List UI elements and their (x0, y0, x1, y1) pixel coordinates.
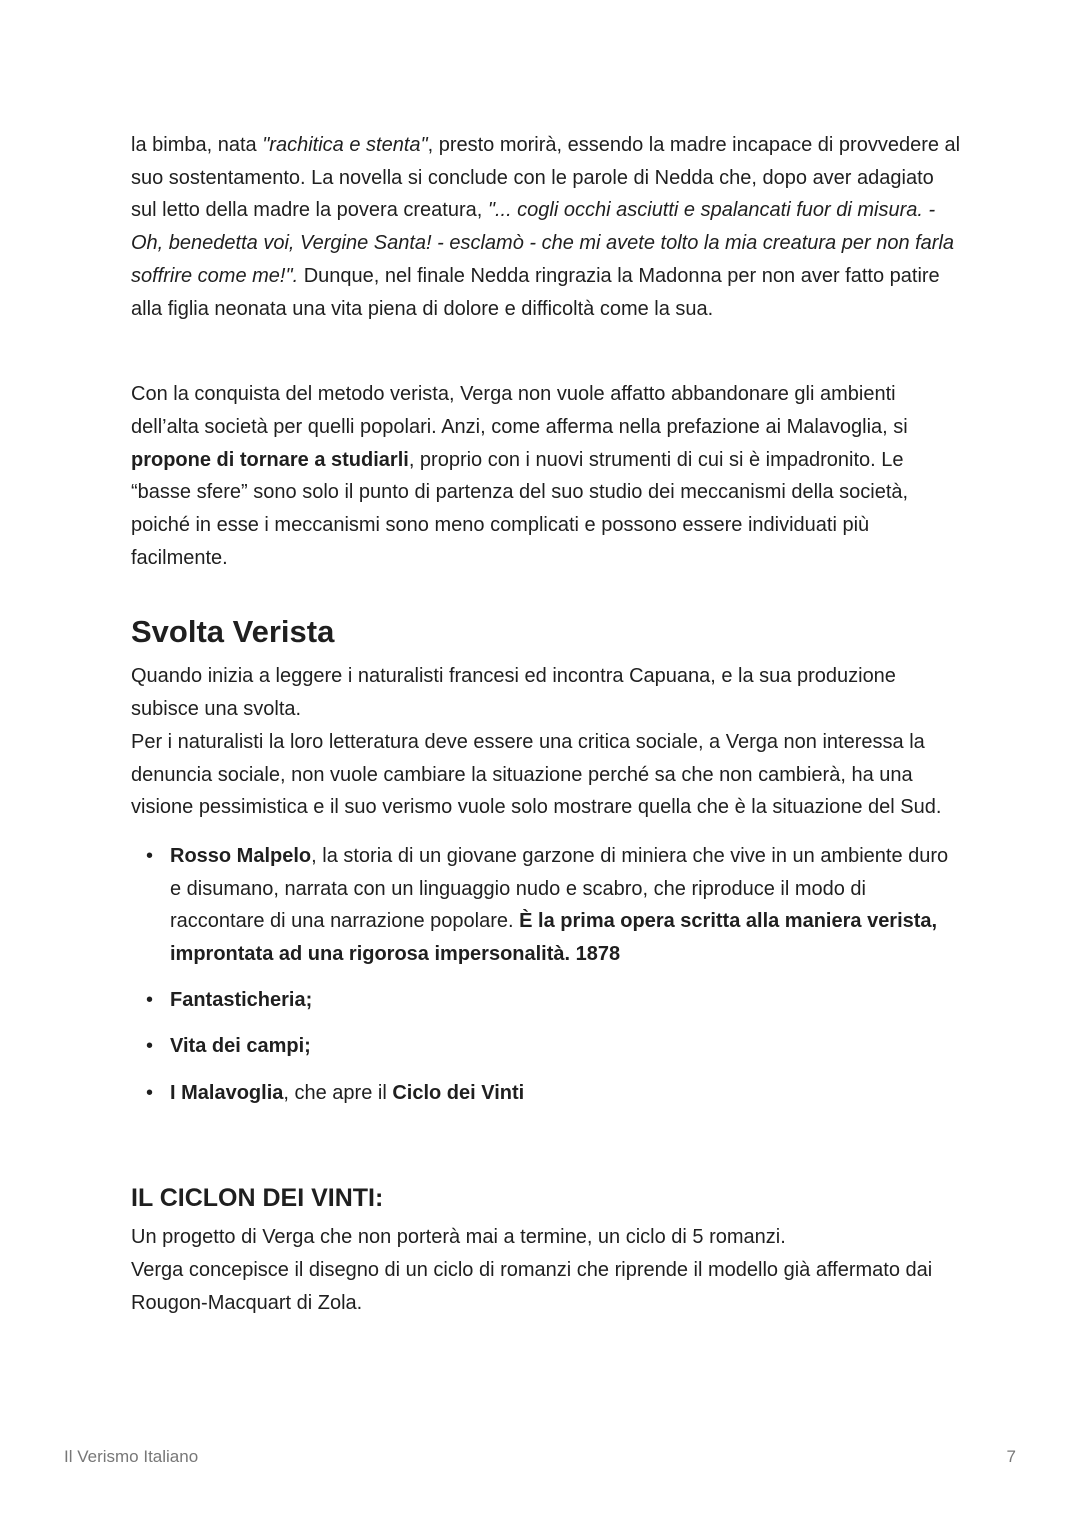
list-item-vita-dei-campi: • Vita dei campi; (170, 1030, 961, 1063)
heading-ciclo-vinti: IL CICLON DEI VINTI: (131, 1184, 384, 1213)
works-list (131, 840, 961, 1109)
paragraph-nedda-ending: la bimba, nata "rachitica e stenta", presto morirà, essendo la madre incapace di provvedere al suo sostentamento. La novella si conclude con le parole di Nedda che, dopo aver adagiato sul letto della madre la povera creatura, "... cogli occhi asciutti e spalancati fuor di misura. - Oh, benedetta voi, Vergine Santa! - esclamò - che mi avete tolto la mia creatura per non farla soffrire come me!". Dunque, nel finale Nedda ringrazia la Madonna per non aver fatto patire alla figlia neonata una vita piena di dolore e difficoltà come la sua. (131, 134, 961, 320)
paragraph-svolta-2: Per i naturalisti la loro letteratura deve essere una critica sociale, a Verga non interessa la denuncia sociale, non vuole cambiare la situazione perché sa che non cambierà, ha una visione pessimistica e il suo verismo vuole solo mostrare quella che è la situazione del Sud. (131, 730, 942, 819)
list-item-rosso-malpelo: • Rosso Malpelo, la storia di un giovane garzone di miniera che vive in un ambiente duro e disumano, narrata con un linguaggio nudo e scabro, che riproduce il modo di raccontare di una narrazione popolare. È la prima opera scritta alla maniera verista, improntata ad una rigorosa impersonalità. 1878 (170, 840, 961, 971)
paragraph-metodo-verista: Con la conquista del metodo verista, Verga non vuole affatto abbandonare gli ambienti dell’alta società per quelli popolari. Anzi, come afferma nella prefazione ai Malavoglia, si propone di tornare a studiarli, proprio con i nuovi strumenti di cui si è impadronito. Le “basse sfere” sono solo il punto di partenza del suo studio dei meccanismi della società, poiché in esse i meccanismi sono meno complicati e possono essere individuati più facilmente. (131, 383, 909, 569)
paragraph-ciclo-2: Verga concepisce il disegno di un ciclo di romanzi che riprende il modello già affermato dai Rougon-Macquart di Zola. (131, 1259, 933, 1314)
bold-propone: propone di tornare a studiarli (131, 448, 409, 471)
document-body (131, 129, 961, 1319)
list-item-malavoglia: • I Malavoglia, che apre il Ciclo dei Vinti (170, 1077, 961, 1110)
quote-nedda: "... cogli occhi asciutti e spalancati fuor di misura. - Oh, benedetta voi, Vergine Santa! - esclamò - che mi avete tolto la mia creatura per non farla soffrire come me!". (131, 199, 955, 287)
quote-rachitica: "rachitica e stenta" (262, 134, 428, 156)
heading-svolta-verista: Svolta Verista (131, 614, 335, 650)
list-item-fantasticheria: • Fantasticheria; (170, 984, 961, 1017)
paragraph-svolta-1: Quando inizia a leggere i naturalisti francesi ed incontra Capuana, e la sua produzione subisce una svolta. (131, 665, 896, 721)
paragraph-ciclo-1: Un progetto di Verga che non porterà mai a termine, un ciclo di 5 romanzi. (131, 1226, 786, 1249)
footer-page-number: 7 (1006, 1447, 1016, 1466)
footer-document-title: Il Verismo Italiano (64, 1447, 199, 1466)
